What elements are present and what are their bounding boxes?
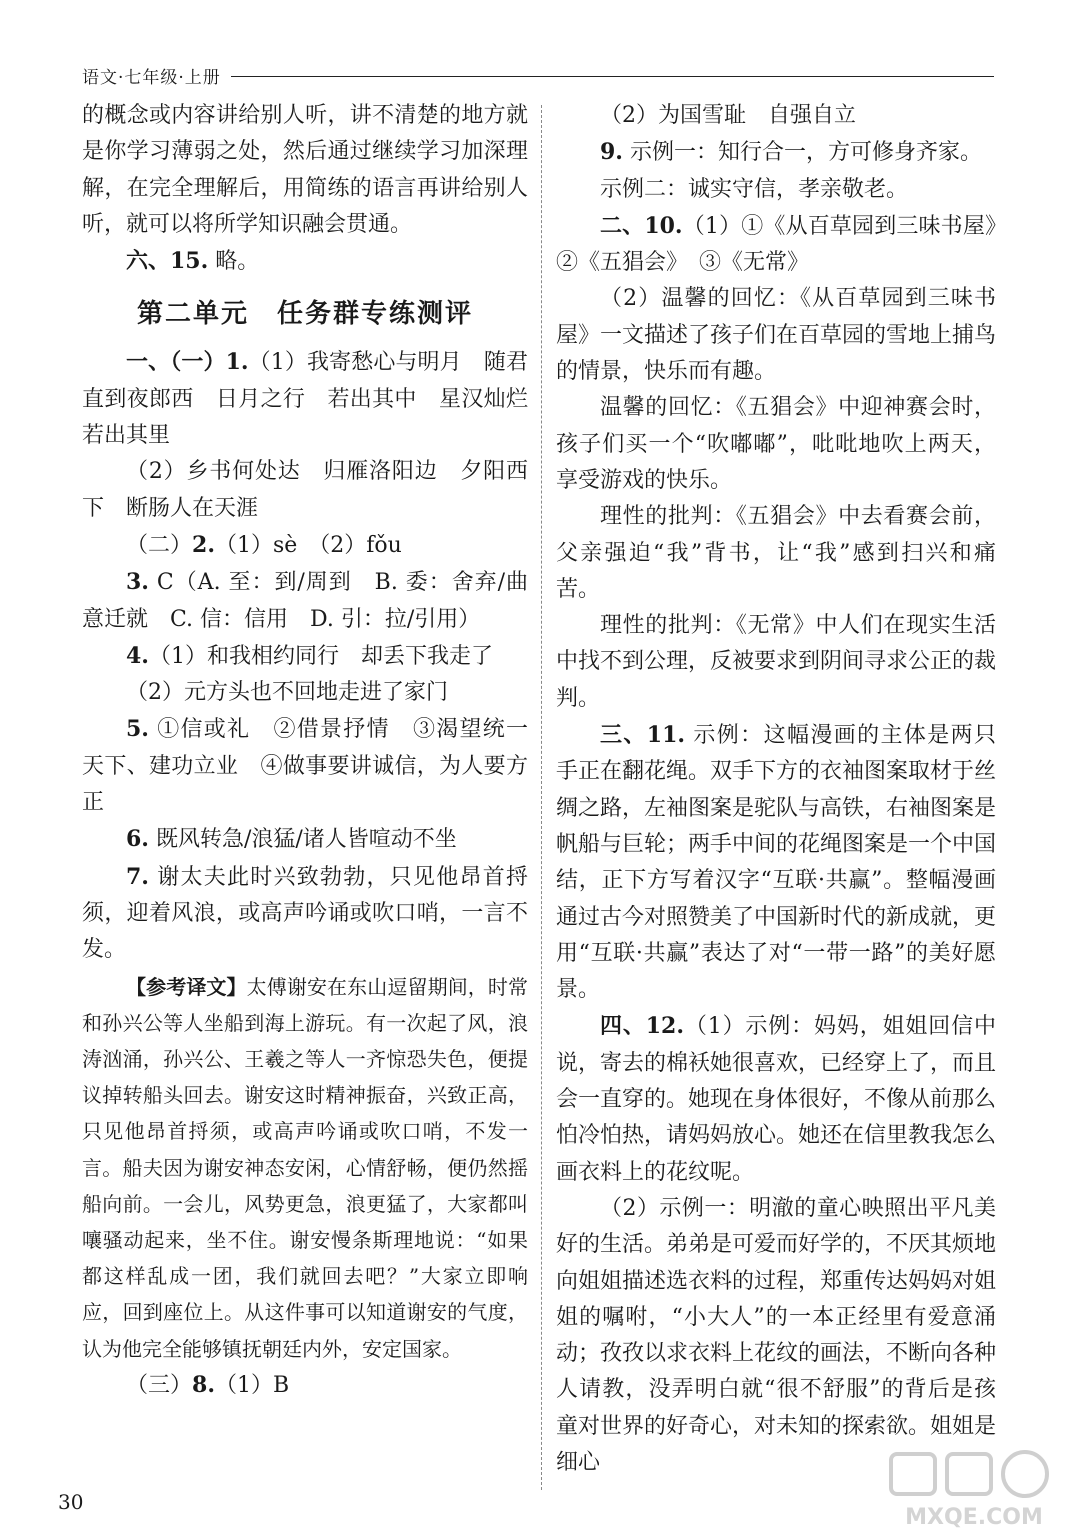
answer-3 bbox=[82, 564, 528, 638]
question-label: 2. bbox=[192, 531, 215, 558]
question-label: 六、15. bbox=[126, 248, 209, 275]
answer-text: C（A. 至：到/周到 B. 委：舍弃/曲意迁就 C. 信：信用 D. 引：拉/引用） bbox=[82, 570, 528, 632]
question-label: 5. bbox=[126, 716, 149, 743]
answer-text: 示例一：知行合一，方可修身齐家。 bbox=[622, 140, 982, 166]
answer-text: （1）①《从百草园到三味书屋》 ②《五猖会》 ③《无常》 bbox=[556, 213, 1019, 276]
answer-2 bbox=[82, 527, 528, 564]
question-label: 二、10. bbox=[600, 212, 683, 239]
header-title: 语文·七年级·上册 bbox=[82, 67, 221, 88]
question-label: 4. bbox=[126, 642, 149, 669]
watermark-url: MXQE.COM bbox=[905, 1505, 1043, 1530]
question-label: 8. bbox=[192, 1371, 215, 1398]
answer-8-1 bbox=[82, 1367, 528, 1404]
sub-section-label: （二） bbox=[126, 532, 193, 558]
answer-6 bbox=[82, 821, 528, 858]
answer-10-2d: 理性的批判：《无常》中人们在现实生活中找不到公理，反被要求到阴间寻求公正的裁判。 bbox=[556, 613, 997, 711]
header-rule bbox=[231, 76, 994, 77]
answer-4-2: （2）元方头也不回地走进了家门 bbox=[126, 680, 448, 706]
answer-text: 既风转急/浪猛/诸人皆喧动不坐 bbox=[148, 827, 457, 853]
answer-10-2c: 理性的批判：《五猖会》中去看赛会前，父亲强迫“我”背书，让“我”感到扫兴和痛苦。 bbox=[556, 504, 996, 602]
paragraph-continuation: 的概念或内容讲给别人听，讲不清楚的地方就是你学习薄弱之处，然后通过继续学习加深理解，在完全理解后，用简练的语言再讲给别人听，就可以将所学知识融会贯通。 bbox=[82, 103, 528, 237]
answer-text: （1）示例：妈妈，姐姐回信中说，寄去的棉袄她很喜欢，已经穿上了，而且会一直穿的。她现在身体很好，不像从前那么怕冷怕热，请妈妈放心。她还在信里教我怎么画衣料上的花纹呢。 bbox=[556, 1014, 997, 1185]
answer-6-15 bbox=[82, 243, 528, 280]
answer-9-example-2: 示例二：诚实守信，孝亲敬老。 bbox=[600, 176, 909, 202]
answer-12-1 bbox=[556, 1008, 996, 1190]
answer-1-1 bbox=[82, 344, 551, 454]
answer-text: ①信或礼 ②借景抒情 ③渴望统一天下、建功立业 ④做事要讲诚信，为人要方正 bbox=[82, 717, 528, 816]
answer-11 bbox=[556, 717, 996, 1008]
answer-5 bbox=[82, 711, 528, 821]
answer-8-2: （2）为国雪耻 自强自立 bbox=[600, 103, 856, 128]
answer-text: 谢太夫此时兴致勃勃，只见他昂首捋须，迎着风浪，或高声吟诵或吹口哨，一言不发。 bbox=[82, 864, 528, 963]
column-divider bbox=[541, 105, 542, 1490]
page-number: 30 bbox=[58, 1490, 84, 1514]
answer-text: 略。 bbox=[208, 249, 260, 275]
question-label: 3. bbox=[126, 569, 149, 596]
question-label: 9. bbox=[600, 139, 623, 166]
left-column bbox=[82, 98, 551, 1404]
right-column bbox=[556, 98, 1019, 1481]
section-title: 第二单元 任务群专练测评 bbox=[136, 299, 473, 330]
answer-7 bbox=[82, 859, 528, 969]
question-label: 三、11. bbox=[600, 722, 686, 749]
answer-9 bbox=[556, 134, 996, 171]
answer-4-1 bbox=[82, 638, 528, 675]
watermark-logo bbox=[885, 1448, 1063, 1532]
page-header bbox=[82, 60, 994, 90]
question-label: 6. bbox=[126, 826, 149, 853]
answer-10-2a: （2）温馨的回忆：《从百草园到三味书屋》一文描述了孩子们在百草园的雪地上捕鸟的情景，快乐而有趣。 bbox=[556, 286, 997, 385]
sub-section-label: （三） bbox=[126, 1372, 193, 1398]
answer-text: （1）B bbox=[214, 1372, 290, 1398]
answer-text: （1）和我相约同行 却丢下我走了 bbox=[148, 643, 493, 669]
reference-label: 【参考译文】 bbox=[126, 974, 247, 999]
reference-translation bbox=[82, 969, 528, 1367]
reference-text: 太傅谢安在东山逗留期间，时常和孙兴公等人坐船到海上游玩。有一次起了风，浪涛汹涌，孙兴公、王羲之等人一齐惊恐失色，便提议掉转船头回去。谢安这时精神振奋，兴致正高，只见他昂首捋须，或高声吟诵或吹口哨，不发一言。船夫因为谢安神态安闲，心情舒畅，便仍然摇船向前。一会儿，风势更急，浪更猛了，大家都叫嚷骚动起来，坐不住。谢安慢条斯理地说：“如果都这样乱成一团，我们就回去吧？”大家立即响应，回到座位上。从这件事可以知道谢安的气度，认为他完全能够镇抚朝廷内外，安定国家。 bbox=[82, 974, 529, 1361]
answer-text: 示例：这幅漫画的主体是两只手正在翻花绳。双手下方的衣袖图案取材于丝绸之路，左袖图案是驼队与高铁，右袖图案是帆船与巨轮；两手中间的花绳图案是一个中国结，正下方写着汉字“互联·共赢”。整幅漫画通过古今对照赞美了中国新时代的新成就，更用“互联·共赢”表达了对“一带一路”的美好愿景。 bbox=[556, 723, 997, 1003]
answer-1-2: （2）乡书何处达 归雁洛阳边 夕阳西下 断肠人在天涯 bbox=[82, 459, 528, 521]
answer-12-2: （2）示例一：明澈的童心映照出平凡美好的生活。弟弟是可爱而好学的，不厌其烦地向姐姐描述选衣料的过程，郑重传达妈妈对姐姐的嘱咐，“小大人”的一本正经里有爱意涌动；孜孜以求衣料上花纹的画法，不断向各种人请教，没弄明白就“很不舒服”的背后是孩童对世界的好奇心，对未知的探索欲。姐姐是细心 bbox=[556, 1195, 997, 1475]
answer-text: （1）我寄愁心与明月 随君直到夜郎西 日月之行 若出其中 星汉灿烂 若出其里 bbox=[82, 350, 551, 449]
question-label: 7. bbox=[126, 863, 149, 890]
answer-10-1 bbox=[556, 208, 1019, 282]
question-label: 一、（一）1. bbox=[126, 349, 249, 376]
answer-text: （1）sè （2）fǒu bbox=[214, 532, 402, 558]
answer-10-2b: 温馨的回忆：《五猖会》中迎神赛会时，孩子们买一个“吹嘟嘟”，吡吡地吹上两天，享受游戏的快乐。 bbox=[556, 395, 996, 493]
question-label: 四、12. bbox=[600, 1013, 684, 1040]
